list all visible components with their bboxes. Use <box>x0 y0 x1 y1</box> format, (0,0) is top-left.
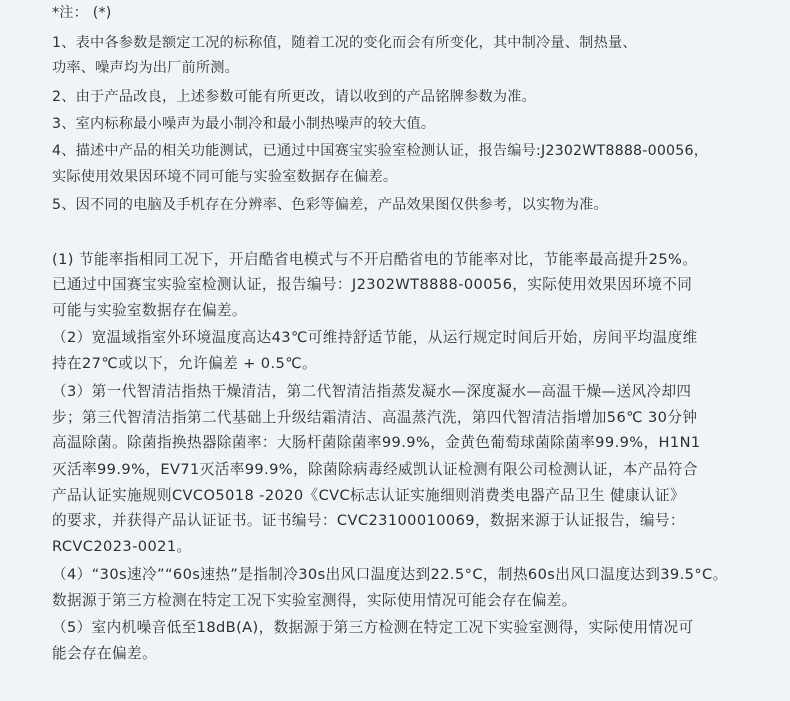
detail-line: 可能与实验室数据存在偏差。 <box>52 302 247 319</box>
detail-line: 的要求，并获得产品认证证书。证书编号：CVC23100010069，数据来源于认证报告，编号： <box>52 512 685 529</box>
note-line: 1、表中各参数是额定工况的标称值，随着工况的变化而会有所变化，其中制冷量、制热量、 <box>52 35 637 51</box>
detail-line: RCVC2023-0021。 <box>52 538 192 555</box>
note-line: 4、描述中产品的相关功能测试，已通过中国赛宝实验室检测认证，报告编号:J2302WT8888-00056， <box>52 143 709 159</box>
detail-line: （4）“30s速冷”“60s速热”是指制冷30s出风口温度达到22.5°C，制热60s出风口温度达到39.5°C。 <box>52 566 728 583</box>
detail-line: 高温除菌。除菌指换热器除菌率：大肠杆菌除菌率99.9%，金黄色葡萄球菌除菌率99.9%，H1N1 <box>52 434 701 451</box>
detail-line: 步；第三代智清洁指第二代基础上升级结霜清洁、高温蒸汽洗，第四代智清洁指增加56℃ 30分钟 <box>52 409 698 426</box>
note-line: 3、室内标称最小噪声为最小制冷和最小制热噪声的较大值。 <box>52 116 436 132</box>
detail-line: （5）室内机噪音低至18dB(A)，数据源于第三方检测在特定工况下实验室测得，实际使用情况可 <box>52 619 694 636</box>
detail-line: (1) 节能率指相同工况下，开启酷省电模式与不开启酷省电的节能率对比，节能率最高提升25%。 <box>52 251 698 268</box>
detail-line: 已通过中国赛宝实验室检测认证，报告编号：J2302WT8888-00056，实际使用效果因环境不同 <box>52 276 693 293</box>
detail-line: 持在27℃或以下，允许偏差 + 0.5℃。 <box>52 355 317 372</box>
note-line: 5、因不同的电脑及手机存在分辨率、色彩等偏差，产品效果图仅供参考，以实物为准。 <box>52 197 608 213</box>
detail-line: 能会存在偏差。 <box>52 645 157 662</box>
note-line: 功率、噪声均为出厂前所测。 <box>52 60 240 76</box>
note-line: 2、由于产品改良，上述参数可能有所更改，请以收到的产品铭牌参数为准。 <box>52 89 537 105</box>
note-line: 实际使用效果因环境不同可能与实验室数据存在偏差。 <box>52 169 398 185</box>
notes-heading: *注： (*) <box>52 5 112 21</box>
detail-line: 灭活率99.9%，EV71灭活率99.9%，除菌除病毒经威凯认证检测有限公司检测认证，本产品符合 <box>52 461 698 478</box>
detail-line: （3）第一代智清洁指热干燥清洁，第二代智清洁指蒸发凝水—深度凝水—高温干燥—送风冷却四 <box>52 383 692 400</box>
detail-line: （2）宽温域指室外环境温度高达43℃可维持舒适节能，从运行规定时间后开始，房间平均温度维 <box>52 329 698 346</box>
detail-line: 产品认证实施规则CVCO5018 -2020《CVC标志认证实施细则消费类电器产品卫生 健康认证》 <box>52 487 686 504</box>
detail-line: 数据源于第三方检测在特定工况下实验室测得，实际使用情况可能会存在偏差。 <box>52 592 577 609</box>
